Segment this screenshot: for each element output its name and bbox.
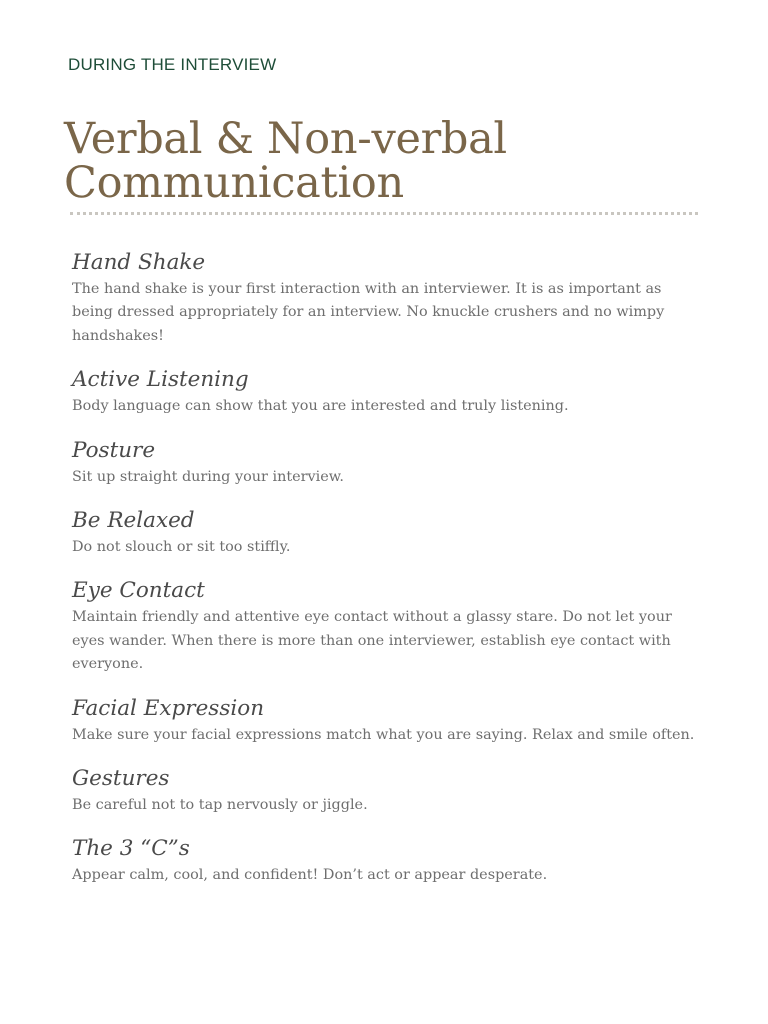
tip-posture — [72, 436, 702, 489]
tip-heading: Eye Contact — [72, 578, 205, 604]
tip-facial-expression — [72, 694, 702, 747]
tip-body: Be careful not to tap nervously or jiggle. — [72, 797, 368, 814]
tip-hand-shake — [72, 248, 702, 348]
tip-heading: The 3 “C”s — [72, 836, 190, 862]
tip-heading: Active Listening — [72, 367, 249, 393]
tip-be-relaxed — [72, 506, 702, 559]
tip-eye-contact — [72, 576, 702, 676]
tip-body: Body language can show that you are interested and truly listening. — [72, 398, 569, 415]
tip-gestures — [72, 764, 702, 817]
section-eyebrow: DURING THE INTERVIEW — [68, 55, 277, 74]
page-title — [64, 113, 704, 208]
tip-body: Sit up straight during your interview. — [72, 468, 344, 485]
tip-body: Appear calm, cool, and confident! Don’t act or appear desperate. — [72, 867, 548, 884]
tip-heading: Facial Expression — [72, 695, 265, 721]
tip-active-listening — [72, 365, 702, 418]
page-title-line-1: Verbal & Non-verbal — [64, 113, 507, 164]
tip-body: Maintain friendly and attentive eye contact without a glassy stare. Do not let your eyes wander. When there is more than one interviewer, establish eye contact with everyone. — [72, 609, 672, 673]
tip-heading: Hand Shake — [72, 250, 206, 275]
page-title-line-2: Communication — [64, 157, 404, 208]
tip-heading: Be Relaxed — [72, 508, 195, 534]
tip-heading: Posture — [72, 437, 156, 463]
tip-body: Do not slouch or sit too stiffly. — [72, 539, 291, 556]
tips-list — [72, 248, 702, 905]
tip-three-cs — [72, 834, 702, 887]
tip-heading: Gestures — [72, 766, 170, 792]
tip-body: The hand shake is your first interaction with an interviewer. It is as important as being dressed appropriately for an interview. No knuckle crushers and no wimpy handshakes! — [72, 281, 665, 344]
tip-body: Make sure your facial expressions match what you are saying. Relax and smile often. — [72, 726, 695, 743]
dotted-divider — [70, 212, 698, 215]
